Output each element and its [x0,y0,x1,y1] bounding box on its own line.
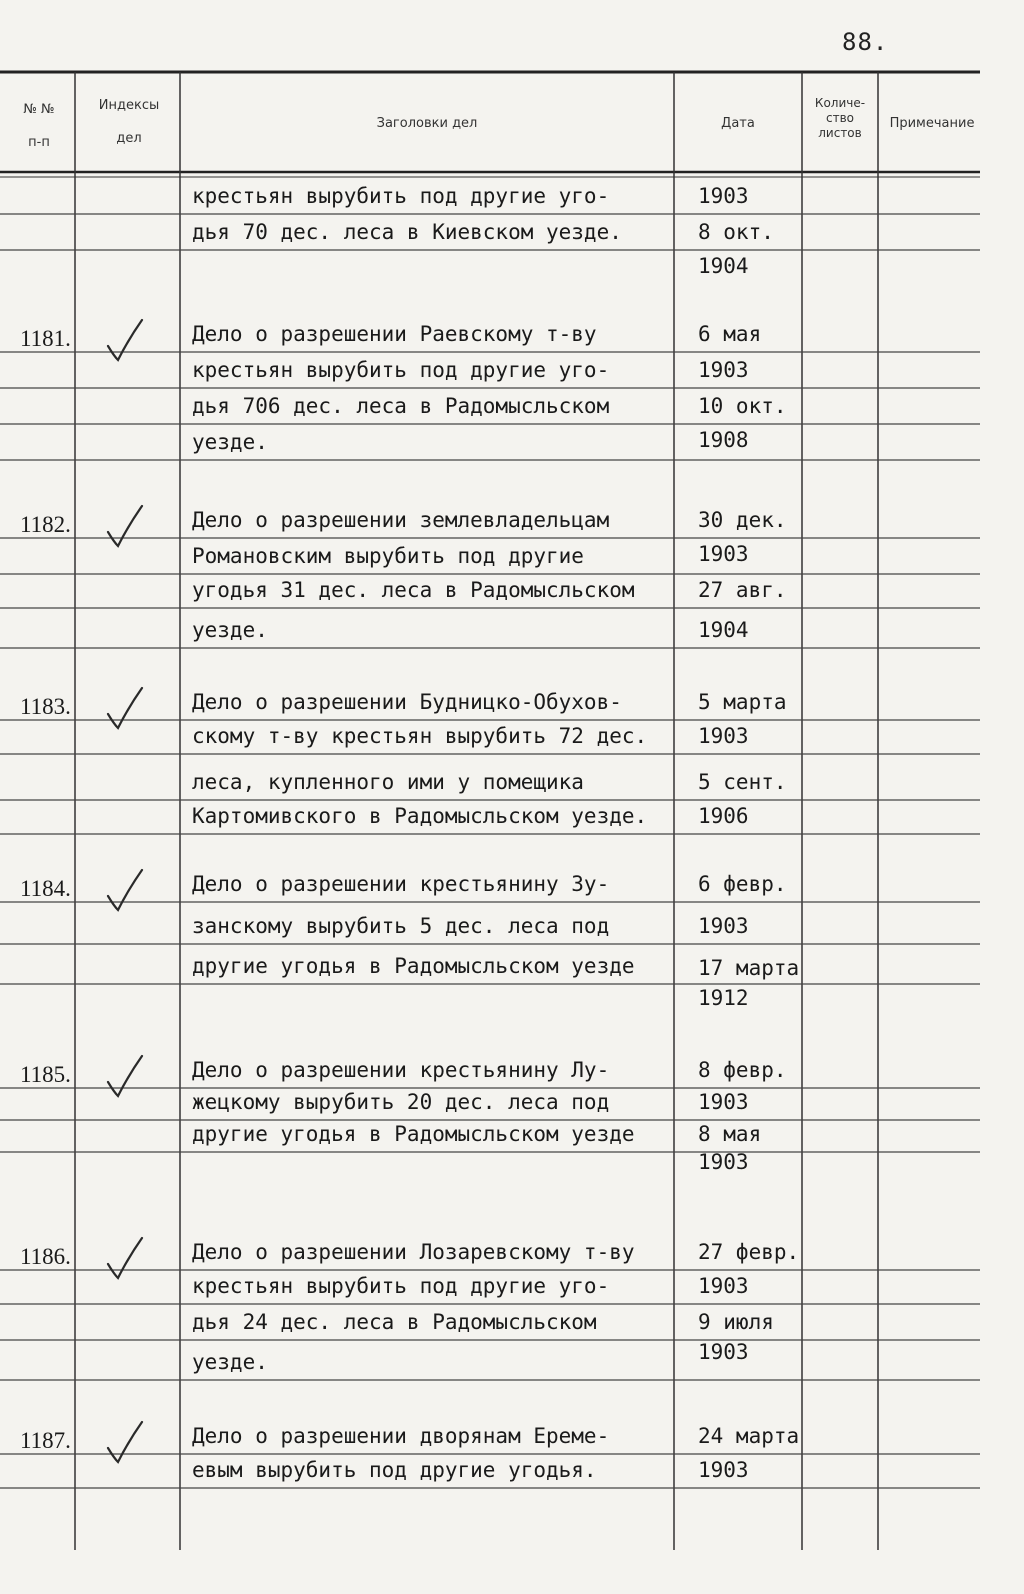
case-title-line: дья 70 дес. леса в Киевском уезде. [192,220,622,244]
checkmark-icon [102,502,152,552]
case-title-line: уезде. [192,618,268,642]
case-title-line: Романовским вырубить под другие [192,544,584,568]
case-date: 8 мая [698,1122,762,1146]
header-col-number-sub: п-п [28,135,50,150]
header-col-index [80,98,178,146]
case-date: 5 марта [698,690,787,714]
case-date: 1903 [698,1458,749,1482]
case-title-line: крестьян вырубить под другие уго- [192,184,610,208]
case-date: 1903 [698,724,749,748]
case-date: 1904 [698,254,749,278]
case-title-line: Дело о разрешении Лозаревскому т-ву [192,1240,635,1264]
header-col-index-sub: дел [116,131,142,146]
case-title-line: жецкому вырубить 20 дес. леса под [192,1090,610,1114]
case-date: 1903 [698,358,749,382]
header-col-index-label: Индексы [98,98,160,113]
case-title-line: уезде. [192,1350,268,1374]
row-number: 1185. [20,1062,71,1087]
case-date: 1908 [698,428,749,452]
row-number: 1184. [20,876,71,901]
case-date: 30 дек. [698,508,787,532]
case-title-line: Дело о разрешении дворянам Ереме- [192,1424,610,1448]
checkmark-icon [102,1052,152,1102]
case-title-line: другие угодья в Радомысльском уезде [192,1122,635,1146]
header-col-sheets-line2: ство [825,111,854,125]
row-number: 1182. [20,512,71,537]
case-date: 6 мая [698,322,762,346]
case-title-line: Дело о разрешении Раевскому т-ву [192,322,597,346]
case-title-line: леса, купленного ими у помещика [192,770,584,794]
header-col-note: Примечание [889,116,975,131]
case-date: 5 сент. [698,770,787,794]
row-number: 1183. [20,694,71,719]
case-date: 24 марта [698,1424,800,1448]
case-title-line: крестьян вырубить под другие уго- [192,358,610,382]
header-col-title: Заголовки дел [376,116,478,131]
case-date: 1903 [698,1274,749,1298]
checkmark-icon [102,1418,152,1468]
row-number: 1181. [20,326,71,351]
case-title-line: другие угодья в Радомысльском уезде [192,954,635,978]
row-number: 1186. [20,1244,71,1269]
case-title-line: уезде. [192,430,268,454]
case-title-line: дья 706 дес. леса в Радомысльском [192,394,610,418]
case-title-line: Картомивского в Радомысльском уезде. [192,804,648,828]
case-title-line: скому т-ву крестьян вырубить 72 дес. [192,724,648,748]
checkmark-icon [102,866,152,916]
case-title-line: угодья 31 дес. леса в Радомысльском [192,578,635,602]
case-date: 1903 [698,1150,749,1174]
header-col-number [4,102,74,150]
case-date: 6 февр. [698,872,787,896]
header-col-number-label: № № [23,102,55,117]
page-number: 88. [842,28,889,56]
case-date: 9 июля [698,1310,774,1334]
row-number: 1187. [20,1428,71,1453]
case-title-line: Дело о разрешении крестьянину Зу- [192,872,610,896]
case-date: 1903 [698,542,749,566]
case-title-line: дья 24 дес. леса в Радомысльском [192,1310,597,1334]
checkmark-icon [102,316,152,366]
case-date: 1912 [698,986,749,1010]
case-date: 8 февр. [698,1058,787,1082]
case-date: 1903 [698,184,749,208]
case-date: 27 авг. [698,578,787,602]
case-date: 8 окт. [698,220,774,244]
case-title-line: Дело о разрешении крестьянину Лу- [192,1058,610,1082]
case-date: 17 марта [698,956,800,980]
case-date: 1906 [698,804,749,828]
case-title-line: крестьян вырубить под другие уго- [192,1274,610,1298]
case-title-line: Дело о разрешении землевладельцам [192,508,610,532]
checkmark-icon [102,1234,152,1284]
case-date: 1903 [698,1090,749,1114]
case-date: 1904 [698,618,749,642]
checkmark-icon [102,684,152,734]
header-col-date: Дата [721,116,755,131]
case-title-line: занскому вырубить 5 дес. леса под [192,914,610,938]
case-date: 10 окт. [698,394,787,418]
case-date: 1903 [698,914,749,938]
case-date: 1903 [698,1340,749,1364]
case-title-line: Дело о разрешении Будницко-Обухов- [192,690,622,714]
header-col-sheets-line3: листов [818,126,862,140]
case-date: 27 февр. [698,1240,800,1264]
case-title-line: евым вырубить под другие угодья. [192,1458,597,1482]
header-col-sheets [802,96,878,141]
header-col-sheets-line1: Количе- [814,96,866,110]
